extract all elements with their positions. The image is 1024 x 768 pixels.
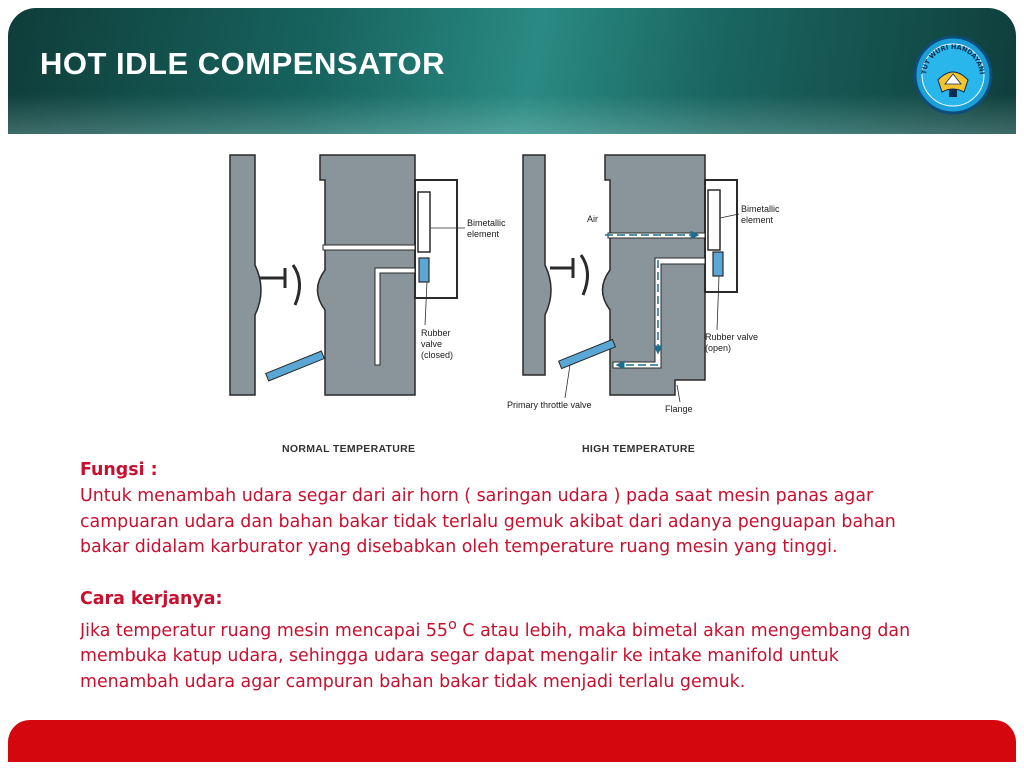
hot-idle-compensator-diagram [225, 150, 825, 460]
label-rubber-valve-high: Rubber valve [705, 332, 759, 342]
label-bimetallic-normal: Bimetallic [467, 218, 506, 228]
diagram-high-temperature [507, 155, 780, 414]
footer-bar [8, 720, 1016, 762]
diagram-normal-temperature [230, 155, 506, 395]
label-primary-throttle-valve: Primary throttle valve [507, 400, 592, 410]
paragraph-spacer [80, 561, 930, 587]
slide-title: HOT IDLE COMPENSATOR [40, 46, 445, 81]
label-flange: Flange [665, 404, 693, 414]
label-rubber-normal: Rubber [421, 328, 451, 338]
label-element-high: element [741, 215, 774, 225]
degree-superscript: o [448, 616, 457, 633]
header-banner [8, 8, 1016, 134]
fungsi-heading: Fungsi : [80, 460, 158, 480]
fungsi-paragraph: Untuk menambah udara segar dari air horn ( saringan udara ) pada saat mesin panas agar campuaran udara dan bahan bakar tidak terlalu gemuk akibat dari adanya penguapan bahan bakar didalam karburator yang disebabkan oleh temperature ruang mesin yang tinggi. [80, 485, 896, 558]
label-open-high: (open) [705, 343, 732, 353]
label-valve-normal: valve [421, 339, 443, 349]
label-closed-normal: (closed) [421, 350, 454, 360]
cara-kerja-text-end: C atau lebih, maka bimetal akan mengembang dan membuka katup udara, sehingga udara segar dapat mengalir ke intake manifold untuk menambah udara agar campuran bahan bakar tidak menjadi terlalu gemuk. [80, 620, 911, 693]
caption-high-temperature: HIGH TEMPERATURE [582, 443, 696, 455]
cara-kerja-text-start: Jika temperatur ruang mesin mencapai 55 [80, 620, 448, 641]
label-element-normal: element [467, 229, 500, 239]
label-bimetallic-high: Bimetallic [741, 204, 780, 214]
tut-wuri-handayani-logo [912, 34, 994, 116]
cara-kerja-heading: Cara kerjanya: [80, 588, 223, 609]
label-air: Air [587, 214, 598, 224]
caption-normal-temperature: NORMAL TEMPERATURE [282, 443, 416, 455]
cara-kerja-paragraph [80, 613, 930, 696]
logo-text: TUT WURI HANDAYANI [920, 42, 986, 75]
body-content [80, 458, 930, 728]
